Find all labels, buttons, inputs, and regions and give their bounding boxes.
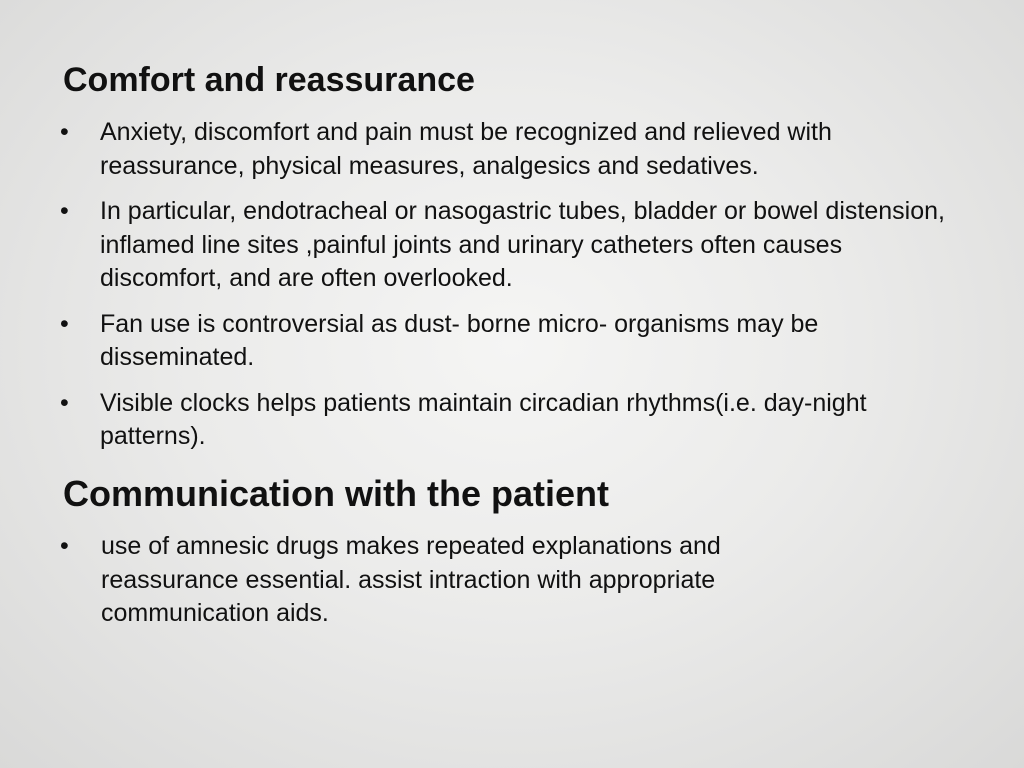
bullet-list-communication (60, 530, 860, 643)
bullet-item: • Anxiety, discomfort and pain must be recognized and relieved with reassurance, physical measures, analgesics and sedatives. (60, 116, 960, 183)
bullet-item: • Visible clocks helps patients maintain circadian rhythms(i.e. day-night patterns). (60, 387, 960, 454)
section-heading-communication: Communication with the patient (63, 473, 609, 514)
bullet-item: • In particular, endotracheal or nasogastric tubes, bladder or bowel distension, inflamed line sites ,painful joints and urinary catheters often causes discomfort, and are often overlooked. (60, 195, 960, 296)
bullet-item: • Fan use is controversial as dust- borne micro- organisms may be disseminated. (60, 308, 960, 375)
section-heading-comfort: Comfort and reassurance (63, 61, 475, 99)
bullet-item: • use of amnesic drugs makes repeated explanations and reassurance essential. assist intraction with appropriate communication aids. (60, 530, 860, 631)
bullet-list-comfort (60, 116, 960, 466)
